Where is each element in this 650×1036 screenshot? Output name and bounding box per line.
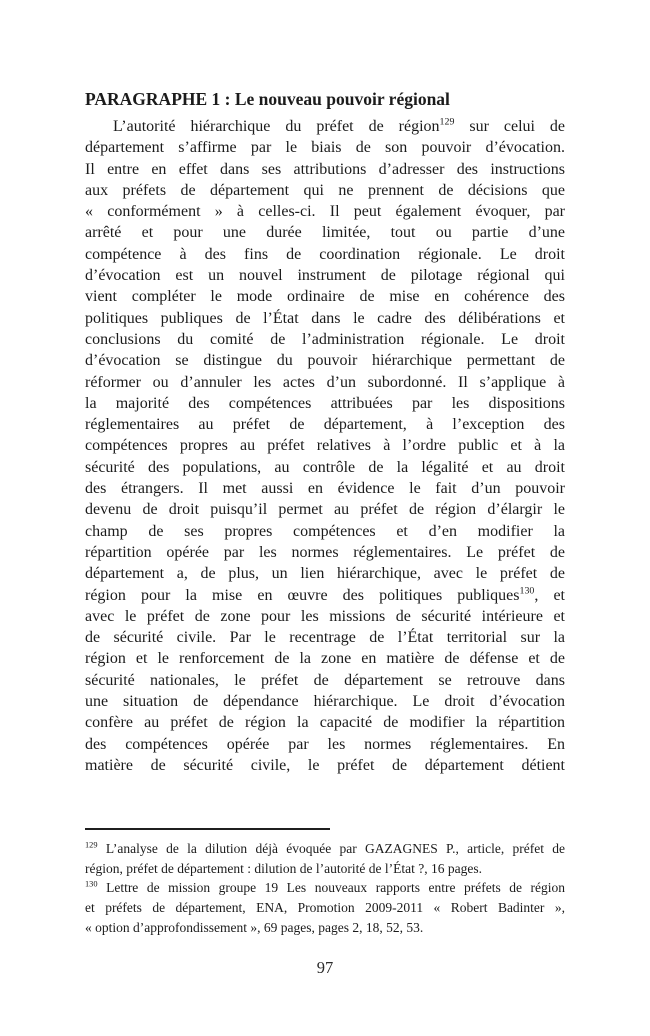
text-line: confère au préfet de région la capacité de modifier la répartition	[85, 714, 565, 732]
text-line: compétences propres au préfet relatives à l’ordre public et à la	[85, 437, 565, 455]
text-line: « conformément » à celles-ci. Il peut également évoquer, par	[85, 203, 565, 221]
footnotes-section	[85, 839, 565, 937]
text-line: conclusions du comité de l’administration régionale. Le droit	[85, 330, 565, 348]
page-number: 97	[316, 958, 334, 977]
text-line: département a, de plus, un lien hiérarchique, avec le préfet de	[85, 565, 565, 583]
footnote-130	[85, 878, 565, 937]
text-line: d’évocation se distingue du pouvoir hiérarchique permettant de	[85, 352, 565, 370]
footnote-reference: 129	[439, 116, 455, 128]
text-line: $^{129}$ L’analyse de la dilution déjà évoquée par GAZAGNES P., article, préfet de	[85, 840, 565, 857]
text-line: région et le renforcement de la zone en matière de défense et de	[85, 650, 565, 668]
section-heading: PARAGRAPHE 1 : Le nouveau pouvoir régional	[85, 89, 450, 109]
footnote-reference: 130	[519, 585, 535, 597]
text-line: des compétences opérée par les normes réglementaires. En	[85, 735, 565, 753]
body-paragraph	[85, 116, 565, 776]
text-line: Il entre en effet dans ses attributions d’adresser des instructions	[85, 160, 565, 178]
text-line: avec le préfet de zone pour les missions de sécurité intérieure et	[85, 607, 565, 625]
text-line: réglementaires au préfet de département, à l’exception des	[85, 416, 565, 434]
footnote-separator	[85, 828, 330, 830]
text-line: une situation de dépendance hiérarchique. Le droit d’évocation	[85, 693, 565, 711]
text-line: politiques publiques de l’État dans le cadre des délibérations et	[85, 309, 565, 327]
text-line: sécurité des populations, au contrôle de la légalité et au droit	[85, 458, 565, 476]
footnote-reference: 130	[85, 879, 98, 889]
text-line: des étrangers. Il met aussi en évidence le fait d’un pouvoir	[85, 480, 565, 498]
text-line: $^{130}$ Lettre de mission groupe 19 Les nouveaux rapports entre préfets de région	[85, 879, 565, 896]
text-line: sécurité nationales, le préfet de département se retrouve dans	[85, 671, 565, 689]
text-line: aux préfets de département qui ne prennent de décisions que	[85, 181, 565, 199]
text-line: matière de sécurité civile, le préfet de département détient	[85, 756, 565, 774]
text-line: champ de ses propres compétences et d’en modifier la	[85, 522, 565, 540]
footnote-129	[85, 839, 565, 878]
text-line: « option d’approfondissement », 69 pages, pages 2, 18, 52, 53.	[85, 919, 424, 935]
text-line: réformer ou d’annuler les actes d’un subordonné. Il s’applique à	[85, 373, 565, 391]
text-line: de sécurité civile. Par le recentrage de l’État territorial sur la	[85, 629, 565, 647]
text-line: région pour la mise en œuvre des politiques publiques$^{130}$, et	[85, 585, 565, 604]
text-line: d’évocation est un nouvel instrument de pilotage régional qui	[85, 267, 565, 285]
text-line: arrêté et pour une durée limitée, tout ou partie d’une	[85, 224, 565, 242]
text-line: devenu de droit puisqu’il permet au préfet de région d’élargir le	[85, 501, 565, 519]
text-line: compétence à des fins de coordination régionale. Le droit	[85, 245, 565, 263]
text-line: et préfets de département, ENA, Promotion 2009-2011 « Robert Badinter »,	[85, 899, 565, 915]
text-line: vient compléter le mode ordinaire de mise en cohérence des	[85, 288, 565, 306]
text-column	[85, 88, 565, 937]
text-line: L’autorité hiérarchique du préfet de région$^{129}$ sur celui de	[113, 116, 565, 135]
text-line: département s’affirme par le biais de son pouvoir d’évocation.	[85, 139, 565, 157]
text-line: la majorité des compétences attribuées par les dispositions	[85, 394, 565, 412]
footnote-reference: 129	[85, 840, 98, 850]
text-line: région, préfet de département : dilution de l’autorité de l’État ?, 16 pages.	[85, 860, 482, 876]
text-line: répartition opérée par les normes réglementaires. Le préfet de	[85, 543, 565, 561]
